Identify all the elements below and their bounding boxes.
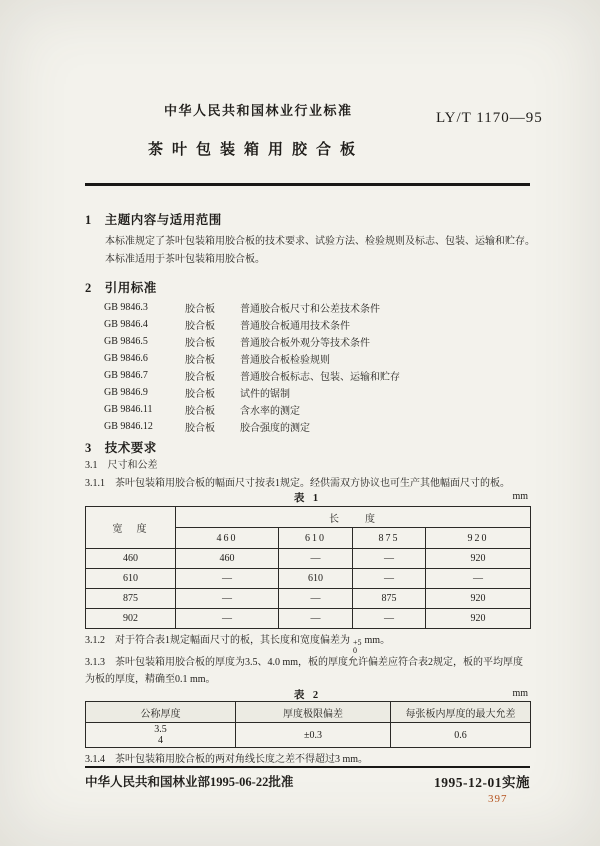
clause-3-1-4: 3.1.4 茶叶包装箱用胶合板的两对角线长度之差不得超过3 mm。 [85,754,369,765]
reference-code: GB 9846.6 [104,353,148,364]
section-1-paragraph-1: 本标准规定了茶叶包装箱用胶合板的技术要求、试验方法、检验规则及标志、包装、运输和贮存。 [105,236,535,247]
table-1-cell: 460 [176,549,279,569]
table-1 [85,506,531,629]
reference-code: GB 9846.9 [104,387,148,398]
table-1-unit: mm [512,491,528,502]
table-2-header-max-difference: 每张板内厚度的最大允差 [391,702,531,723]
reference-code: GB 9846.4 [104,319,148,330]
clause-3-1-2-unit: mm。 [364,635,391,646]
table-1-width-value: 875 [86,589,176,609]
title-divider [85,183,530,186]
reference-name: 胶合板 [185,389,215,400]
standard-number: LY/T 1170—95 [436,110,543,126]
table-1-cell: 920 [426,549,531,569]
clause-3-1-3: 3.1.3 茶叶包装箱用胶合板的厚度为3.5、4.0 mm，板的厚度允许偏差应符合表2规定，板的平均厚度为板的厚度，精确至0.1 mm。 [85,657,524,685]
reference-name: 胶合板 [185,321,215,332]
reference-item [85,384,530,401]
limit-deviation-value: ±0.3 [236,723,391,748]
table-2-header-limit-deviation: 厚度极限偏差 [236,702,391,723]
table-1-cell: 875 [353,589,426,609]
reference-item [85,401,530,418]
reference-code: GB 9846.3 [104,302,148,313]
reference-item [85,367,530,384]
table-2-unit: mm [512,688,528,699]
nominal-thickness-value-1: 3.5 [154,724,167,735]
table-1-caption: 表 1 [293,493,322,504]
reference-name: 胶合板 [185,406,215,417]
reference-item [85,333,530,350]
section-2-heading: 2 引用标准 [85,281,157,295]
clause-3-1-1: 3.1.1 茶叶包装箱用胶合板的幅面尺寸按表1规定。经供需双方协议也可生产其他幅面尺寸的板。 [85,478,510,489]
section-3-heading: 3 技术要求 [85,441,157,455]
reference-desc: 普通胶合板通用技术条件 [240,321,350,332]
reference-item [85,350,530,367]
section-1-heading: 1 主题内容与适用范围 [85,213,222,227]
reference-desc: 普通胶合板标志、包装、运输和贮存 [240,372,400,383]
tolerance-stack [353,639,362,655]
table-1-caption-row [85,490,530,505]
table-1-cell: — [176,569,279,589]
reference-code: GB 9846.11 [104,404,153,415]
document-title: 茶叶包装箱用胶合板 [148,142,365,158]
standard-category-heading: 中华人民共和国林业行业标准 [164,103,353,118]
table-1-cell: 920 [426,589,531,609]
table-2-caption-row [85,687,530,702]
table-1-cell: — [279,589,353,609]
implementation-date: 1995-12-01实施 [434,775,530,790]
tolerance-lower: 0 [353,646,357,655]
reference-name: 胶合板 [185,338,215,349]
reference-desc: 普通胶合板检验规则 [240,355,330,366]
reference-desc: 胶合强度的测定 [240,423,310,434]
table-1-row [86,569,531,589]
table-2-header-nominal: 公称厚度 [86,702,236,723]
reference-name: 胶合板 [185,355,215,366]
table-1-width-value: 902 [86,609,176,629]
table-1-cell: 610 [279,569,353,589]
table-2 [85,701,531,748]
reference-item [85,299,530,316]
table-1-length-header: 长 度 [176,507,531,528]
reference-name: 胶合板 [185,423,215,434]
reference-code: GB 9846.12 [104,421,153,432]
nominal-thickness-value-2: 4 [158,735,163,746]
reference-name: 胶合板 [185,372,215,383]
footer-divider [85,766,530,768]
reference-code: GB 9846.5 [104,336,148,347]
clause-3-1-2 [85,631,530,655]
table-2-row [86,723,531,748]
table-1-cell: — [176,589,279,609]
table-1-cell: — [176,609,279,629]
table-1-length-col: 920 [426,528,531,549]
reference-item [85,316,530,333]
section-1-paragraph-2: 本标准适用于茶叶包装箱用胶合板。 [105,254,265,265]
reference-desc: 普通胶合板外观分等技术条件 [240,338,370,349]
table-1-width-header: 宽 度 [86,507,176,549]
clause-3-1: 3.1 尺寸和公差 [85,460,158,471]
approval-statement: 中华人民共和国林业部1995-06-22批准 [85,775,294,789]
table-1-width-value: 460 [86,549,176,569]
table-1-cell: — [279,609,353,629]
reference-standards-list [85,299,530,435]
table-1-length-col: 610 [279,528,353,549]
table-1-row [86,549,531,569]
table-1-cell: — [279,549,353,569]
nominal-thickness-cell [86,723,236,748]
table-1-row [86,589,531,609]
table-1-width-value: 610 [86,569,176,589]
reference-code: GB 9846.7 [104,370,148,381]
table-1-length-col: 460 [176,528,279,549]
page-number: 397 [488,793,508,805]
table-1-length-col: 875 [353,528,426,549]
table-1-cell: — [353,569,426,589]
reference-desc: 试件的锯制 [240,389,290,400]
reference-item [85,418,530,435]
reference-desc: 含水率的测定 [240,406,300,417]
table-1-cell: — [426,569,531,589]
table-1-row [86,609,531,629]
table-1-cell: 920 [426,609,531,629]
tolerance-upper: +5 [353,638,362,647]
table-1-cell: — [353,549,426,569]
reference-name: 胶合板 [185,304,215,315]
max-difference-value: 0.6 [391,723,531,748]
table-2-caption: 表 2 [293,690,322,701]
table-1-cell: — [353,609,426,629]
clause-3-1-2-text: 3.1.2 对于符合表1规定幅面尺寸的板，其长度和宽度偏差为 [85,635,350,646]
reference-desc: 普通胶合板尺寸和公差技术条件 [240,304,380,315]
